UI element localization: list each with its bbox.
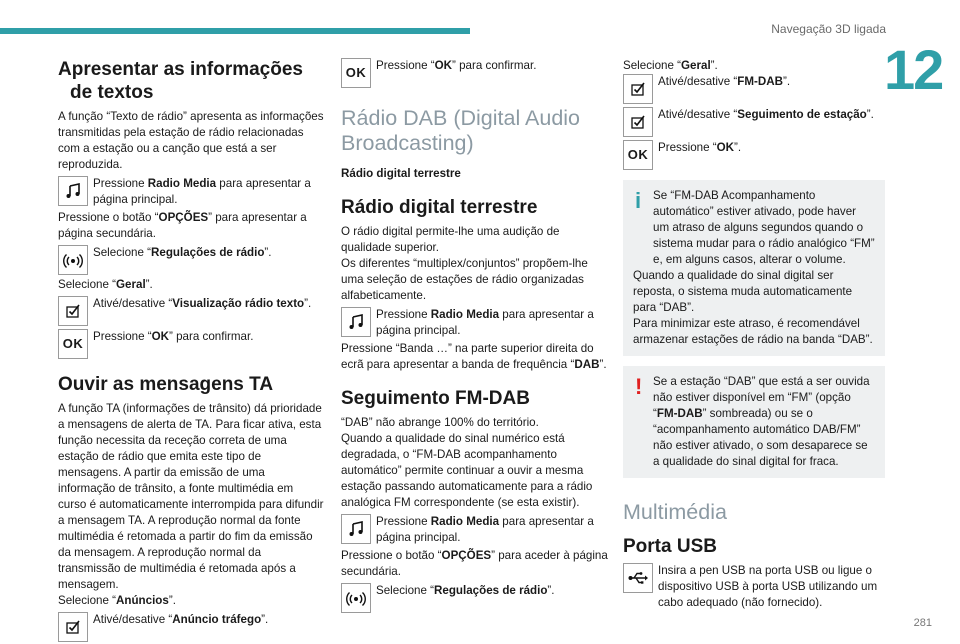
- warning-note: [623, 366, 885, 478]
- heading-digital-radio: Rádio digital terrestre: [341, 197, 538, 218]
- step-toggle-fm-dab: Ativé/desative “FM-DAB”.: [623, 74, 885, 104]
- heading-ta: Ouvir as mensagens TA: [58, 374, 274, 395]
- info-text-1: Se “FM-DAB Acompanhamento automático” estiver ativado, pode haver um atraso de alguns segundos quando o sistema mudar para o rádio analógico “FM” e, em alguns casos, alterar o volume.: [653, 189, 875, 266]
- column-2: [341, 58, 609, 615]
- warning-icon: !: [635, 374, 643, 399]
- step-radio-media: [58, 176, 324, 208]
- header-accent-bar: [0, 28, 470, 34]
- step-ok-confirm: OK Pressione “OK” para confirmar.: [58, 329, 324, 359]
- ok-button-icon: OK: [623, 140, 653, 170]
- band-instruction: Pressione “Banda …” na parte superior direita do ecrã para apresentar a banda de frequência “DAB”.: [341, 342, 607, 371]
- music-note-icon: [58, 176, 88, 206]
- step-toggle-station-tracking: Ativé/desative “Seguimento de estação”.: [623, 107, 885, 137]
- info-text-2: Quando a qualidade do sinal digital ser reposta, o sistema muda automaticamente para “DAB”. Para minimizar este atraso, é recomendável armazenar estações de rádio na banda “DAB”.: [633, 269, 873, 346]
- step-radio-settings: Selecione “Regulações de rádio”.: [58, 245, 324, 275]
- step-toggle-traffic: Ativé/desative “Anúncio tráfego”.: [58, 612, 324, 642]
- step-radio-media: Pressione Radio Media para apresentar a página principal.: [341, 514, 609, 546]
- step-radio-settings: Selecione “Regulações de rádio”.: [341, 583, 609, 613]
- info-icon: i: [635, 188, 642, 213]
- dab-text: O rádio digital permite-lhe uma audição de qualidade superior. Os diferentes “multiplex/conjuntos” propõem-lhe uma seleção de estações de rádio organizadas alfabeticamente.: [341, 225, 588, 302]
- heading-usb: Porta USB: [623, 536, 717, 557]
- warning-text: Se a estação “DAB” que está a ser ouvida não estiver disponível em “FM” (opção “FM-DAB” sombreada) ou se o “acompanhamento automático DAB/FM” não estiver ativado, o som desaparece se a qualidade do sinal digital for fraca.: [653, 375, 870, 468]
- step-ok: OK Pressione “OK”.: [623, 140, 885, 170]
- options-instruction: Pressione o botão “OPÇÕES” para apresentar a página secundária.: [58, 211, 307, 240]
- heading-text-info: Apresentar as informações de textos: [58, 59, 303, 103]
- fm-dab-text: “DAB” não abrange 100% do território. Quando a qualidade do sinal numérico está degradada, o “FM-DAB acompanhamento automático” permite continuar a ouvir a mesma estação passando automaticamente para a rádio analógica FM correspondente (se esta existir).: [341, 416, 593, 509]
- section-title: Navegação 3D ligada: [771, 22, 886, 36]
- radio-settings-icon: [58, 245, 88, 275]
- select-general: Selecione “Geral”.: [623, 59, 718, 72]
- column-3: [623, 58, 885, 613]
- page-number: 281: [913, 617, 932, 629]
- step-radio-media-text: Pressione Radio Media para apresentar a página principal.: [93, 177, 311, 206]
- select-general: Selecione “Geral”.: [58, 278, 153, 291]
- options-instruction: Pressione o botão “OPÇÕES” para aceder à página secundária.: [341, 549, 608, 578]
- checkbox-icon: [58, 612, 88, 642]
- checkbox-icon: [623, 107, 653, 137]
- usb-text: Insira a pen USB na porta USB ou ligue o dispositivo USB à porta USB utilizando um cabo adequado (não fornecido).: [658, 564, 878, 609]
- usb-icon: [623, 563, 653, 593]
- chapter-number: 12: [884, 38, 943, 101]
- ok-button-icon: OK: [58, 329, 88, 359]
- step-usb: [623, 563, 885, 611]
- radio-settings-icon: [341, 583, 371, 613]
- checkbox-icon: [623, 74, 653, 104]
- title-multimedia: Multimédia: [623, 500, 727, 524]
- heading-fm-dab: Seguimento FM-DAB: [341, 388, 530, 409]
- info-note: [623, 180, 885, 356]
- column-1: [58, 58, 324, 644]
- music-note-icon: [341, 307, 371, 337]
- step-toggle-radio-text: Ativé/desative “Visualização rádio texto”.: [58, 296, 324, 326]
- subtitle-dab: Rádio digital terrestre: [341, 167, 461, 180]
- checkbox-icon: [58, 296, 88, 326]
- step-ok-confirm: OK Pressione “OK” para confirmar.: [341, 58, 609, 88]
- title-dab: Rádio DAB (Digital Audio Broadcasting): [341, 106, 581, 155]
- ta-text: A função TA (informações de trânsito) dá prioridade a mensagens de alerta de TA. Para ficar ativa, esta função necessita da receção correta de uma estação de rádio que emita este tipo de mensagens. A partir da emissão de uma informação de trânsito, a fonte multimédia em curso é automaticamente interrompida para difundir a mensagem TA. A reprodução normal da fonte multimédia é retomada a partir do fim da emissão da mensagem. A reprodução normal da transmissão de multimédia é retomada após a mensagem.: [58, 402, 324, 591]
- text-info-intro: A função “Texto de rádio” apresenta as informações transmitidas pela estação de rádio relacionadas com a estação ou a canção que está a ser reproduzida.: [58, 110, 324, 171]
- select-announcements: Selecione “Anúncios”.: [58, 594, 176, 607]
- music-note-icon: [341, 514, 371, 544]
- step-radio-media: Pressione Radio Media para apresentar a página principal.: [341, 307, 609, 339]
- ok-button-icon: OK: [341, 58, 371, 88]
